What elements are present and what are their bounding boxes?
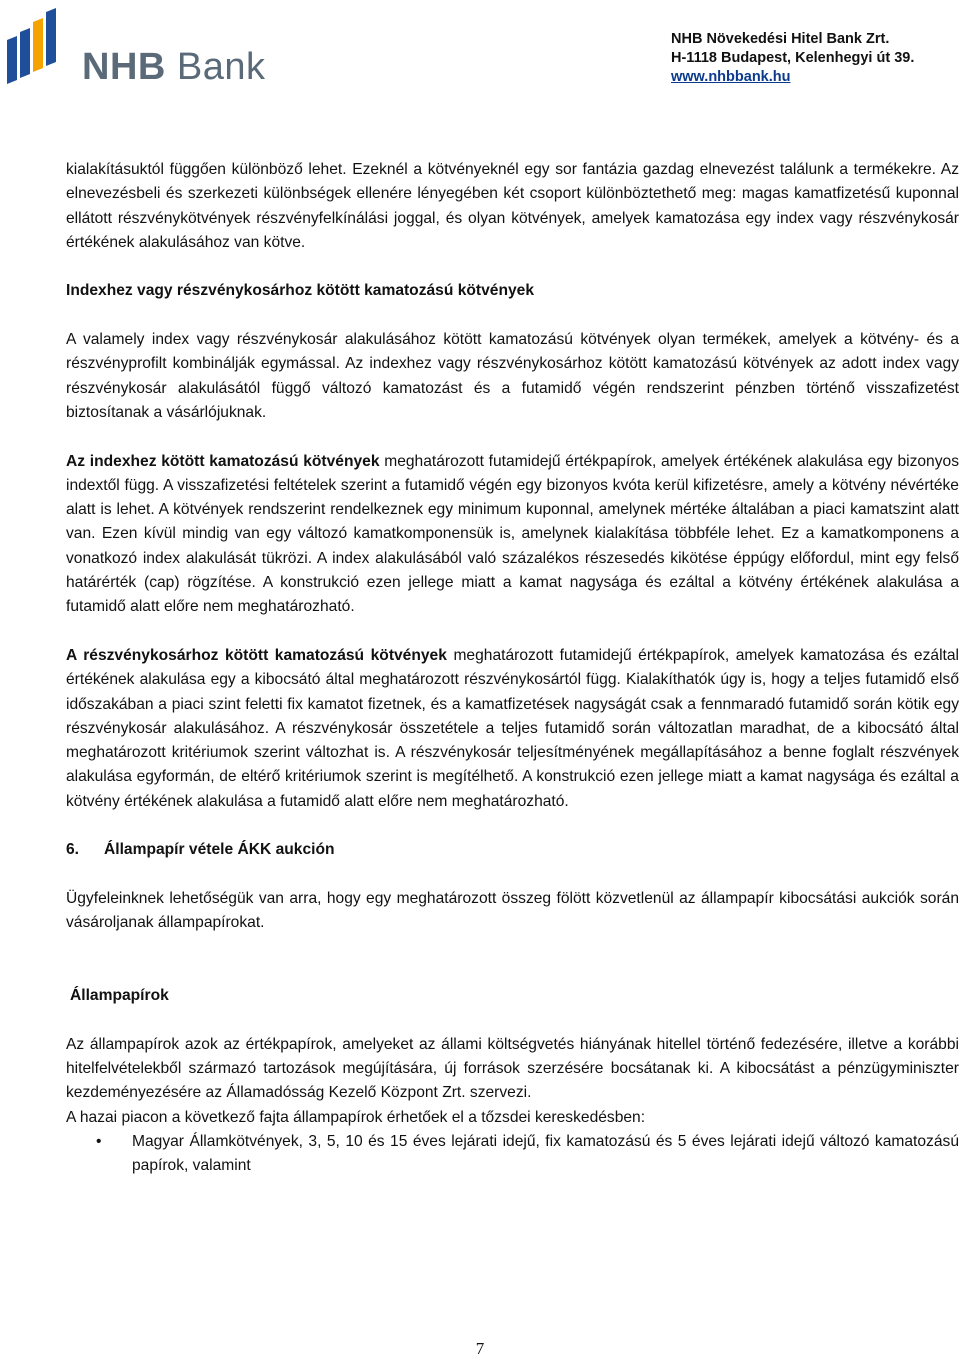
bullet-icon: • [96, 1132, 102, 1150]
term-basket-linked: A részvénykosárhoz kötött kamatozású kötvények [66, 646, 447, 664]
paragraph-index-linked-text: meghatározott futamidejű értékpapírok, amelyek értékének alakulása egy bizonyos indextől függ. A visszafizetési feltételek szerint a futamidő végén egy bizonyos kvóta kerül kifizetésre, amely a kötvény névértéke alatt is lehet. A kötvények rendszerint rendelkeznek egy minimum kuponnal, amelynek mértéke általában a piaci kamatszint alatt van. Ezen kívül mindig van egy változó kamatkomponensük is, amelynek kialakítása többféle lehet. Ez a kamatkomponens a vonatkozó index alakulását tükrözi. A index alakulásából való százalékos részesedés kikötése éppúgy előfordul, mint egy felső határérték (cap) rögzítése. A konstrukció ezen jellege miatt a kamat nagysága és ezáltal a kötvény értékének alakulása a futamidő alatt előre nem meghatározható. [66, 452, 959, 616]
term-index-linked: Az indexhez kötött kamatozású kötvények [66, 452, 380, 470]
securities-list [66, 1130, 959, 1179]
section-number: 6. [66, 841, 80, 859]
paragraph-market-types: A hazai piacon a következő fajta állampapírok érhetőek el a tőzsdei kereskedésben: [66, 1108, 646, 1126]
nhb-bank-logo [6, 4, 66, 89]
page-header [0, 0, 960, 110]
logo-bars-icon [6, 4, 66, 84]
paragraph-basket-linked [66, 644, 959, 814]
page-number: 7 [475, 1339, 485, 1358]
company-info [671, 30, 914, 87]
paragraph-auction: Ügyfeleinknek lehetőségük van arra, hogy egy meghatározott összeg fölött közvetlenül az állampapír kibocsátási aukciók során vásároljanak állampapírokat. [66, 889, 959, 932]
logo-wordmark-light: Bank [176, 46, 266, 88]
list-item [66, 1130, 959, 1179]
company-address: H-1118 Budapest, Kelenhegyi út 39. [671, 50, 915, 66]
heading-index-bonds: Indexhez vagy részvénykosárhoz kötött kamatozású kötvények [66, 282, 534, 300]
paragraph-basket-linked-text: meghatározott futamidejű értékpapírok, amelyek kamatozása és ezáltal értékének alakulása egy a kibocsátó által meghatározott részvénykosártól függ. Kialakíthatók úgy is, hogy a teljes futamidő első időszakában a piaci szint feletti fix kamatot fizetnek, és a kamatfizetések nagyságát csak a fennmaradó futamidő során kötik egy részvénykosár alakulásához. A részvénykosár összetétele a teljes futamidő során változatlan maradhat, de a kibocsátó által meghatározott kritériumok szerint változhat is. A részvénykosár teljesítményének megállapításához a benne foglalt részvények alakulása egyformán, de eltérő kritériumok szerint is megítélhető. A konstrukció ezen jellege miatt a kamat nagysága és ezáltal a kötvény értékének alakulása a futamidő alatt előre nem meghatározható. [66, 646, 960, 810]
logo-wordmark [82, 44, 266, 90]
paragraph-government-securities: Az állampapírok azok az értékpapírok, amelyeket az állami költségvetés hiányának hitellel történő fedezésére, illetve a korábbi hitelfelvételekből származó tartozások megújítására, új források szerzésére bocsátanak ki. A kibocsátást a pénzügyminiszter kezdeményezésére az Államadósság Kezelő Központ Zrt. szervezi. [66, 1035, 959, 1102]
section-title: Állampapír vétele ÁKK aukción [104, 841, 335, 859]
paragraph-index-bonds: A valamely index vagy részvénykosár alakulásához kötött kamatozású kötvények olyan termékek, amelyek a kötvény- és a részvényprofilt kombinálják egymással. Az indexhez vagy részvénykosárhoz kötött kamatozású kötvények az adott index vagy részvénykosár alakulásától függő változó kamatozást és a futamidő végén rendszerint pénzben történő visszafizetést biztosítanak a vásárlójuknak. [66, 331, 959, 421]
paragraph-index-linked [66, 450, 959, 620]
heading-section-6 [66, 838, 959, 862]
company-name: NHB Növekedési Hitel Bank Zrt. [671, 31, 890, 47]
company-website-link[interactable]: www.nhbbank.hu [671, 69, 791, 85]
heading-government-securities: Állampapírok [70, 987, 169, 1005]
logo-wordmark-bold: NHB [82, 46, 166, 88]
list-item-text: Magyar Államkötvények, 3, 5, 10 és 15 éves lejárati idejű, fix kamatozású és 5 éves lejárati idejű változó kamatozású papírok, valamint [132, 1132, 959, 1175]
paragraph-intro: kialakításuktól függően különböző lehet. Ezeknél a kötvényeknél egy sor fantázia gazdag elnevezést találunk a termékekre. Az elnevezésbeli és szerkezeti különbségek ellenére lényegében két csoport különböztethető meg: magas kamatfizetésű kuponnal ellátott részvénykötvények részvényfelkínálási joggal, és olyan kötvények, amelyek kamatozása egy index vagy részvénykosár értékének alakulásához van kötve. [66, 161, 959, 251]
document-body [66, 158, 959, 1178]
